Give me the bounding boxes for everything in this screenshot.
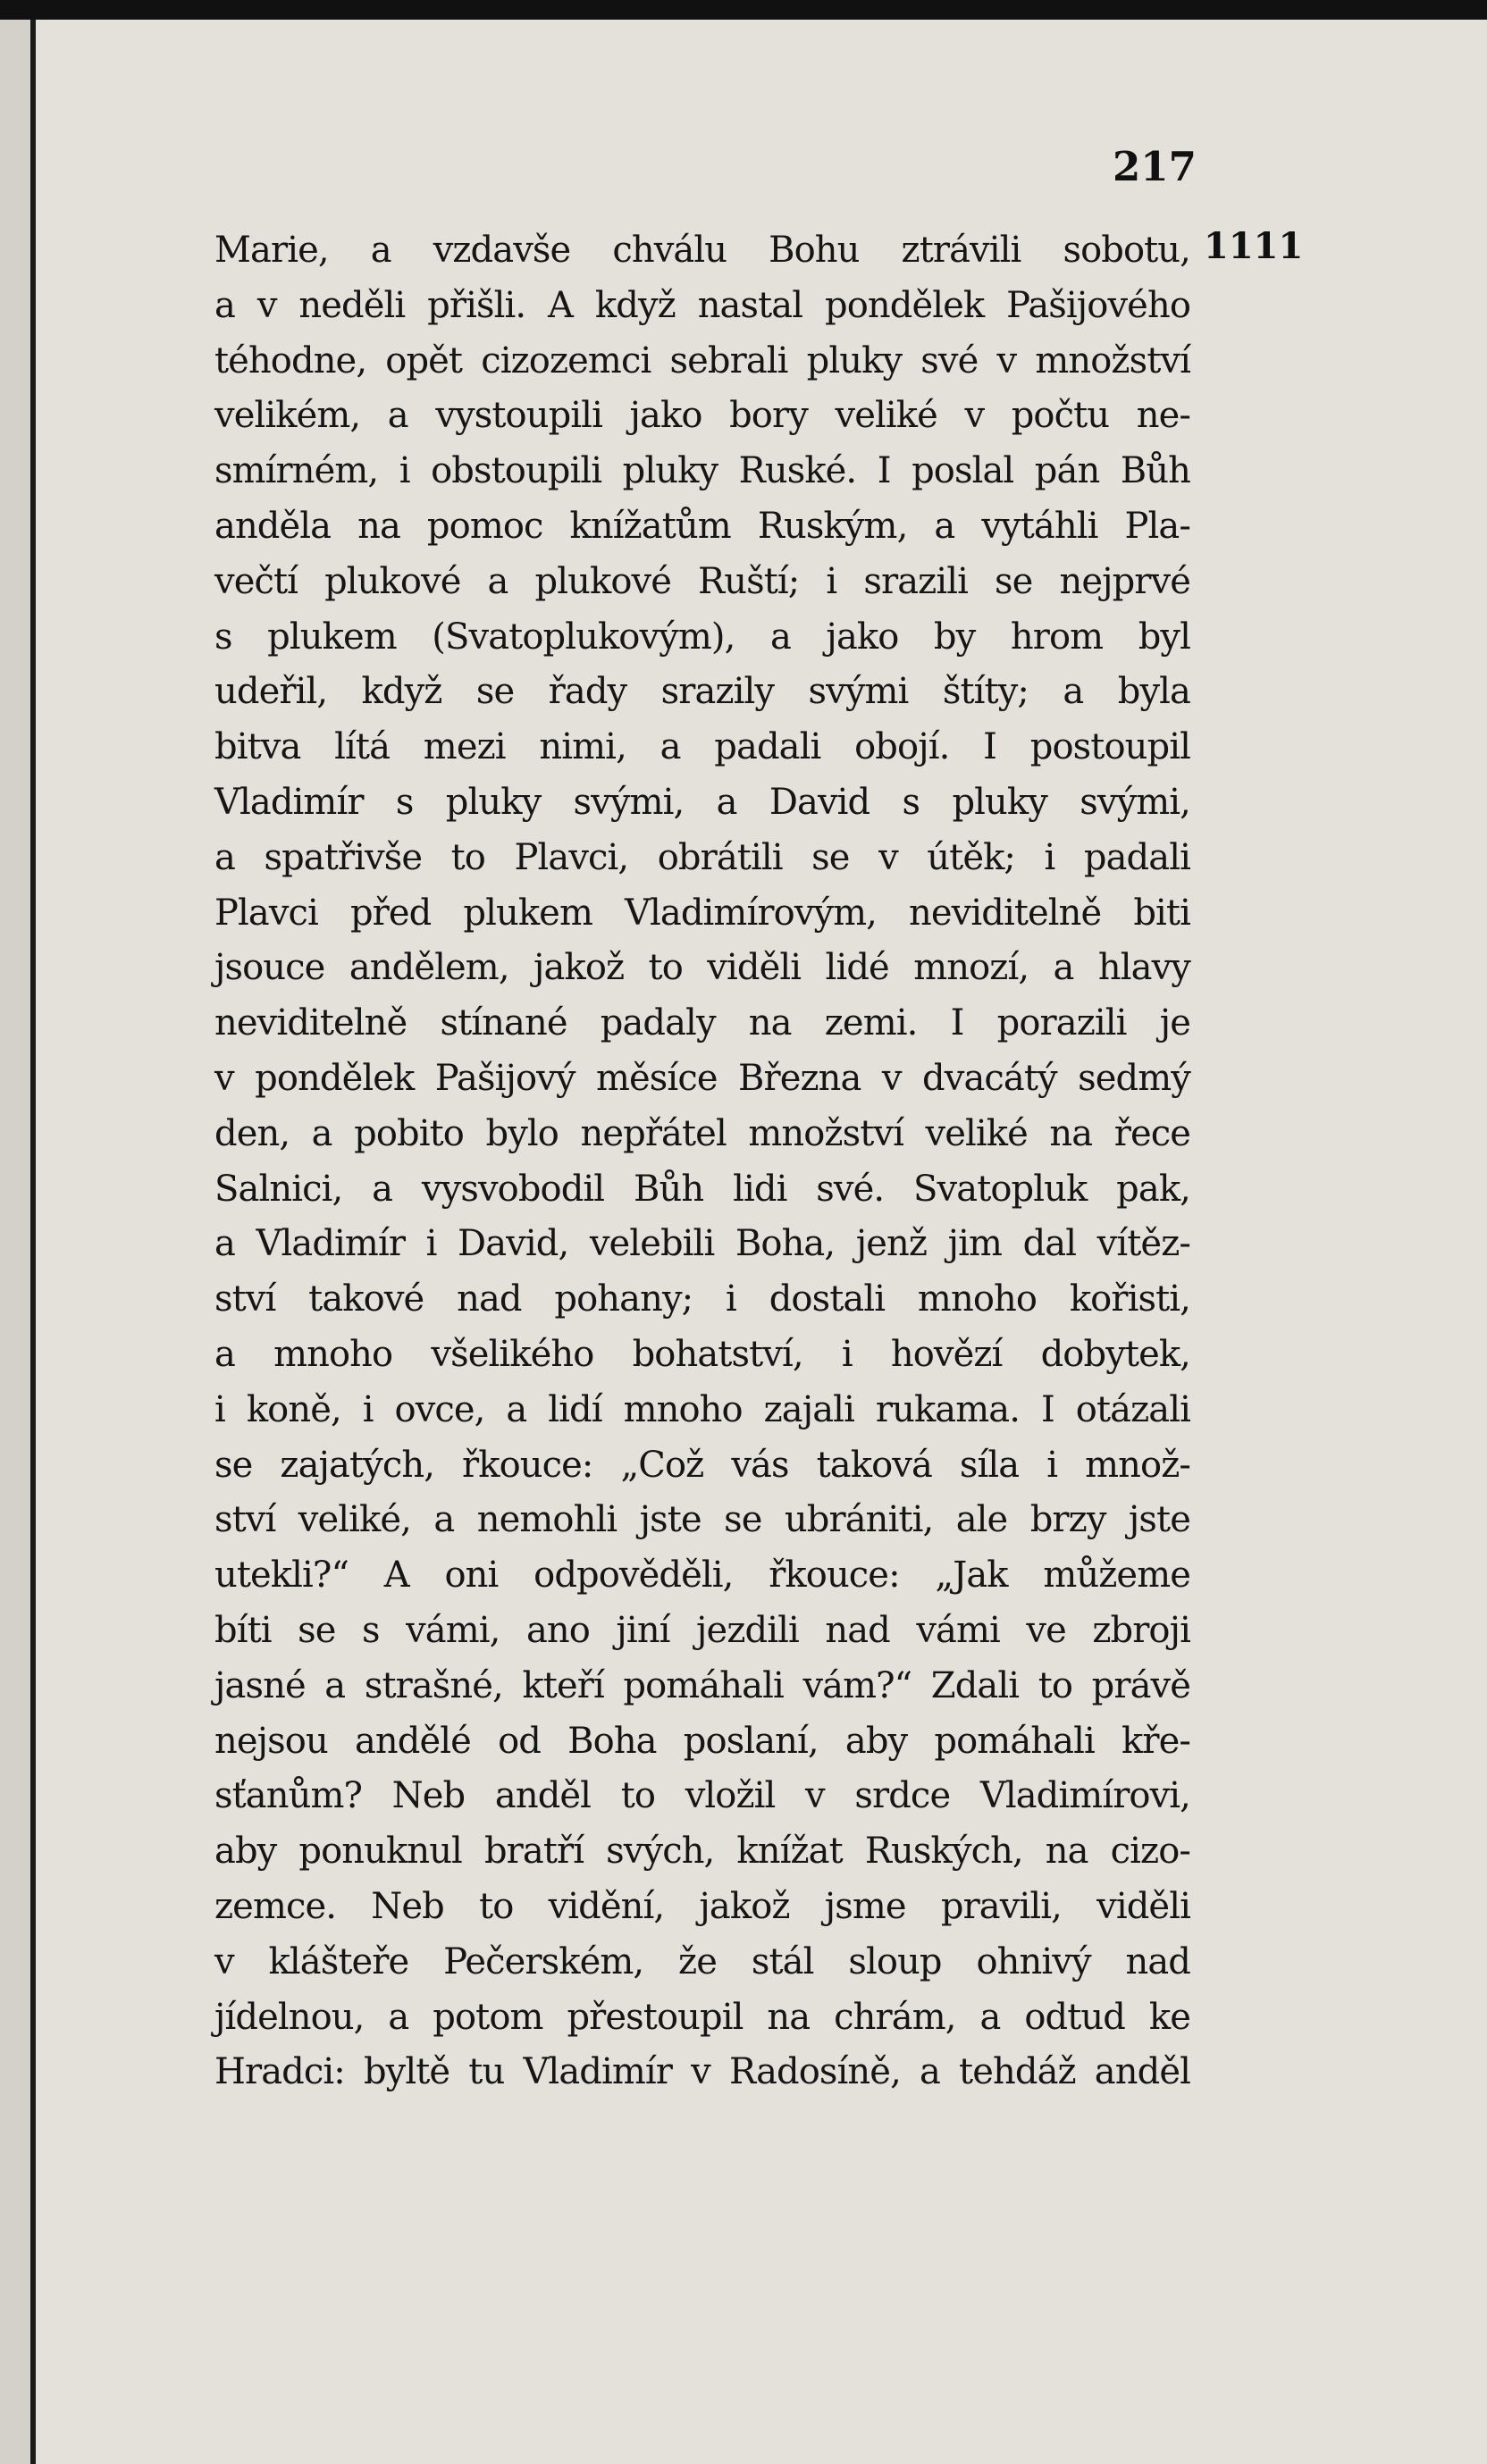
text-line: smírném, i obstoupili pluky Ruské. I poslal pán Bůh — [214, 450, 1190, 492]
text-line: se zajatých, řkouce: „Což vás taková síla i množ- — [214, 1444, 1190, 1486]
text-line: sťanům? Neb anděl to vložil v srdce Vladimírovi, — [214, 1775, 1190, 1817]
text-line: anděla na pomoc knížatům Ruským, a vytáhli Pla- — [214, 505, 1190, 547]
page-number: 217 — [1113, 143, 1197, 190]
text-line: Salnici, a vysvobodil Bůh lidi své. Svatopluk pak, — [214, 1168, 1190, 1210]
text-line: nejsou andělé od Boha poslaní, aby pomáhali kře- — [214, 1720, 1190, 1762]
page-gutter — [0, 0, 30, 2464]
text-line: Hradci: byltě tu Vladimír v Radosíně, a tehdáž anděl — [214, 2051, 1190, 2093]
text-line: a spatřivše to Plavci, obrátili se v útěk; i padali — [214, 836, 1190, 878]
text-line: s plukem (Svatoplukovým), a jako by hrom byl — [214, 616, 1190, 658]
text-line: ství takové nad pohany; i dostali mnoho kořisti, — [214, 1278, 1190, 1320]
text-line: Marie, a vzdavše chválu Bohu ztrávili sobotu, — [214, 230, 1190, 271]
body-text — [214, 223, 1190, 2100]
text-line: udeřil, když se řady srazily svými štíty; a byla — [214, 671, 1190, 713]
margin-year: 1111 — [1204, 225, 1304, 267]
text-line: Vladimír s pluky svými, a David s pluky svými, — [214, 781, 1190, 823]
text-line: velikém, a vystoupili jako bory veliké v počtu ne- — [214, 395, 1190, 437]
text-line: bitva lítá mezi nimi, a padali obojí. I postoupil — [214, 726, 1190, 768]
text-line: jsouce andělem, jakož to viděli lidé mnozí, a hlavy — [214, 947, 1190, 989]
text-line: Plavci před plukem Vladimírovým, neviditelně biti — [214, 892, 1190, 934]
text-line: v klášteře Pečerském, že stál sloup ohnivý nad — [214, 1940, 1190, 1982]
text-line: a mnoho všelikého bohatství, i hovězí dobytek, — [214, 1333, 1190, 1375]
text-line: téhodne, opět cizozemci sebrali pluky své v množství — [214, 339, 1190, 381]
text-line: ství veliké, a nemohli jste se ubrániti, ale brzy jste — [214, 1499, 1190, 1541]
text-line: i koně, i ovce, a lidí mnoho zajali rukama. I otázali — [214, 1388, 1190, 1430]
text-line: zemce. Neb to vidění, jakož jsme pravili, viděli — [214, 1885, 1190, 1927]
binding-edge — [30, 0, 36, 2464]
text-line: a Vladimír i David, velebili Boha, jenž jim dal vítěz- — [214, 1223, 1190, 1265]
text-line: utekli?“ A oni odpověděli, řkouce: „Jak můžeme — [214, 1555, 1190, 1597]
text-line: jídelnou, a potom přestoupil na chrám, a odtud ke — [214, 1996, 1190, 2038]
text-line: jasné a strašné, kteří pomáhali vám?“ Zdali to právě — [214, 1664, 1190, 1706]
text-line: v pondělek Pašijový měsíce Března v dvacátý sedmý — [214, 1057, 1190, 1099]
text-line: neviditelně stínané padaly na zemi. I porazili je — [214, 1002, 1190, 1044]
text-line: aby ponuknul bratří svých, knížat Ruských, na cizo- — [214, 1831, 1190, 1873]
text-line: den, a pobito bylo nepřátel množství veliké na řece — [214, 1112, 1190, 1154]
text-line: bíti se s vámi, ano jiní jezdili nad vámi ve zbroji — [214, 1609, 1190, 1651]
top-edge — [0, 0, 1487, 20]
text-line: a v neděli přišli. A když nastal pondělek Pašijového — [214, 284, 1190, 326]
text-line: večtí plukové a plukové Ruští; i srazili se nejprvé — [214, 560, 1190, 602]
